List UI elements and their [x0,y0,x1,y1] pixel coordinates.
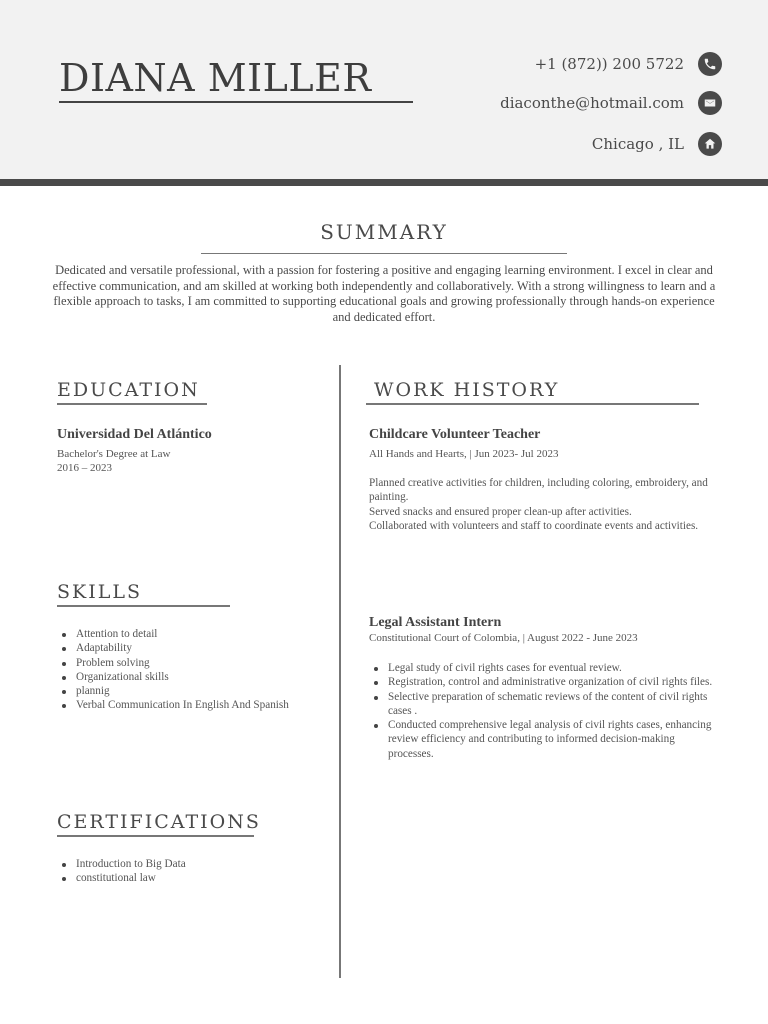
education-degree: Bachelor's Degree at Law [57,448,171,460]
education-underline [57,403,207,405]
list-item: Registration, control and administrative organization of civil rights files. [369,675,719,689]
list-item: Legal study of civil rights cases for eventual review. [369,661,719,675]
certifications-underline [57,835,254,837]
work-history-underline [366,403,699,405]
job-title: Legal Assistant Intern [369,615,502,630]
location-text: Chicago , IL [591,135,684,153]
contact-phone [535,52,722,76]
phone-icon [698,52,722,76]
email-text[interactable]: diaconthe@hotmail.com [500,94,684,112]
summary-heading: SUMMARY [320,220,448,244]
list-item: Organizational skills [57,670,297,684]
name-underline [59,101,413,103]
list-item: Attention to detail [57,627,297,641]
job-organization: All Hands and Hearts, | Jun 2023- Jul 2023 [369,448,559,460]
list-item: Conducted comprehensive legal analysis of civil rights cases, enhancing review efficiency and contributing to informed decision-making processes. [369,718,719,761]
summary-underline [201,253,567,254]
job-description-line: Planned creative activities for children, including coloring, embroidery, and painting. [369,477,708,504]
list-item: Adaptability [57,641,297,655]
list-item: Introduction to Big Data [57,857,297,871]
column-divider [339,365,341,978]
contact-email [500,91,722,115]
skills-underline [57,605,230,607]
summary-paragraph: Dedicated and versatile professional, with a passion for fostering a positive and engaging learning environment. I excel in clear and effective communication, and am skilled at working both independently and collaboratively. With a strong willingness to learn and a flexible approach to tasks, I am committed to supporting educational goals and growing professionally through hands-on experience and dedicated effort. [52,263,716,324]
candidate-name: DIANA MILLER [59,56,372,100]
job-title: Childcare Volunteer Teacher [369,427,541,442]
phone-text: +1 (872)) 200 5722 [534,55,684,73]
certifications-list [57,857,297,886]
education-heading: EDUCATION [57,379,200,401]
job-description [369,476,734,533]
education-school: Universidad Del Atlántico [57,427,212,442]
list-item: Selective preparation of schematic reviews of the content of civil rights cases . [369,690,719,719]
header-bottom-bar [0,179,768,186]
education-dates: 2016 – 2023 [57,462,112,474]
list-item: Problem solving [57,656,297,670]
job-description-line: Served snacks and ensured proper clean-up after activities. [369,505,632,518]
job-organization: Constitutional Court of Colombia, | August 2022 - June 2023 [369,632,638,644]
list-item: Verbal Communication In English And Spanish [57,698,297,712]
job-bullets [369,661,719,761]
list-item: constitutional law [57,871,297,885]
certifications-heading: CERTIFICATIONS [57,811,261,833]
email-icon [698,91,722,115]
home-icon [698,132,722,156]
work-history-heading: WORK HISTORY [374,379,560,401]
skills-heading: SKILLS [57,581,142,603]
skills-list [57,627,297,713]
contact-location [592,132,722,156]
job-description-line: Collaborated with volunteers and staff to coordinate events and activities. [369,519,699,532]
list-item: plannig [57,684,297,698]
